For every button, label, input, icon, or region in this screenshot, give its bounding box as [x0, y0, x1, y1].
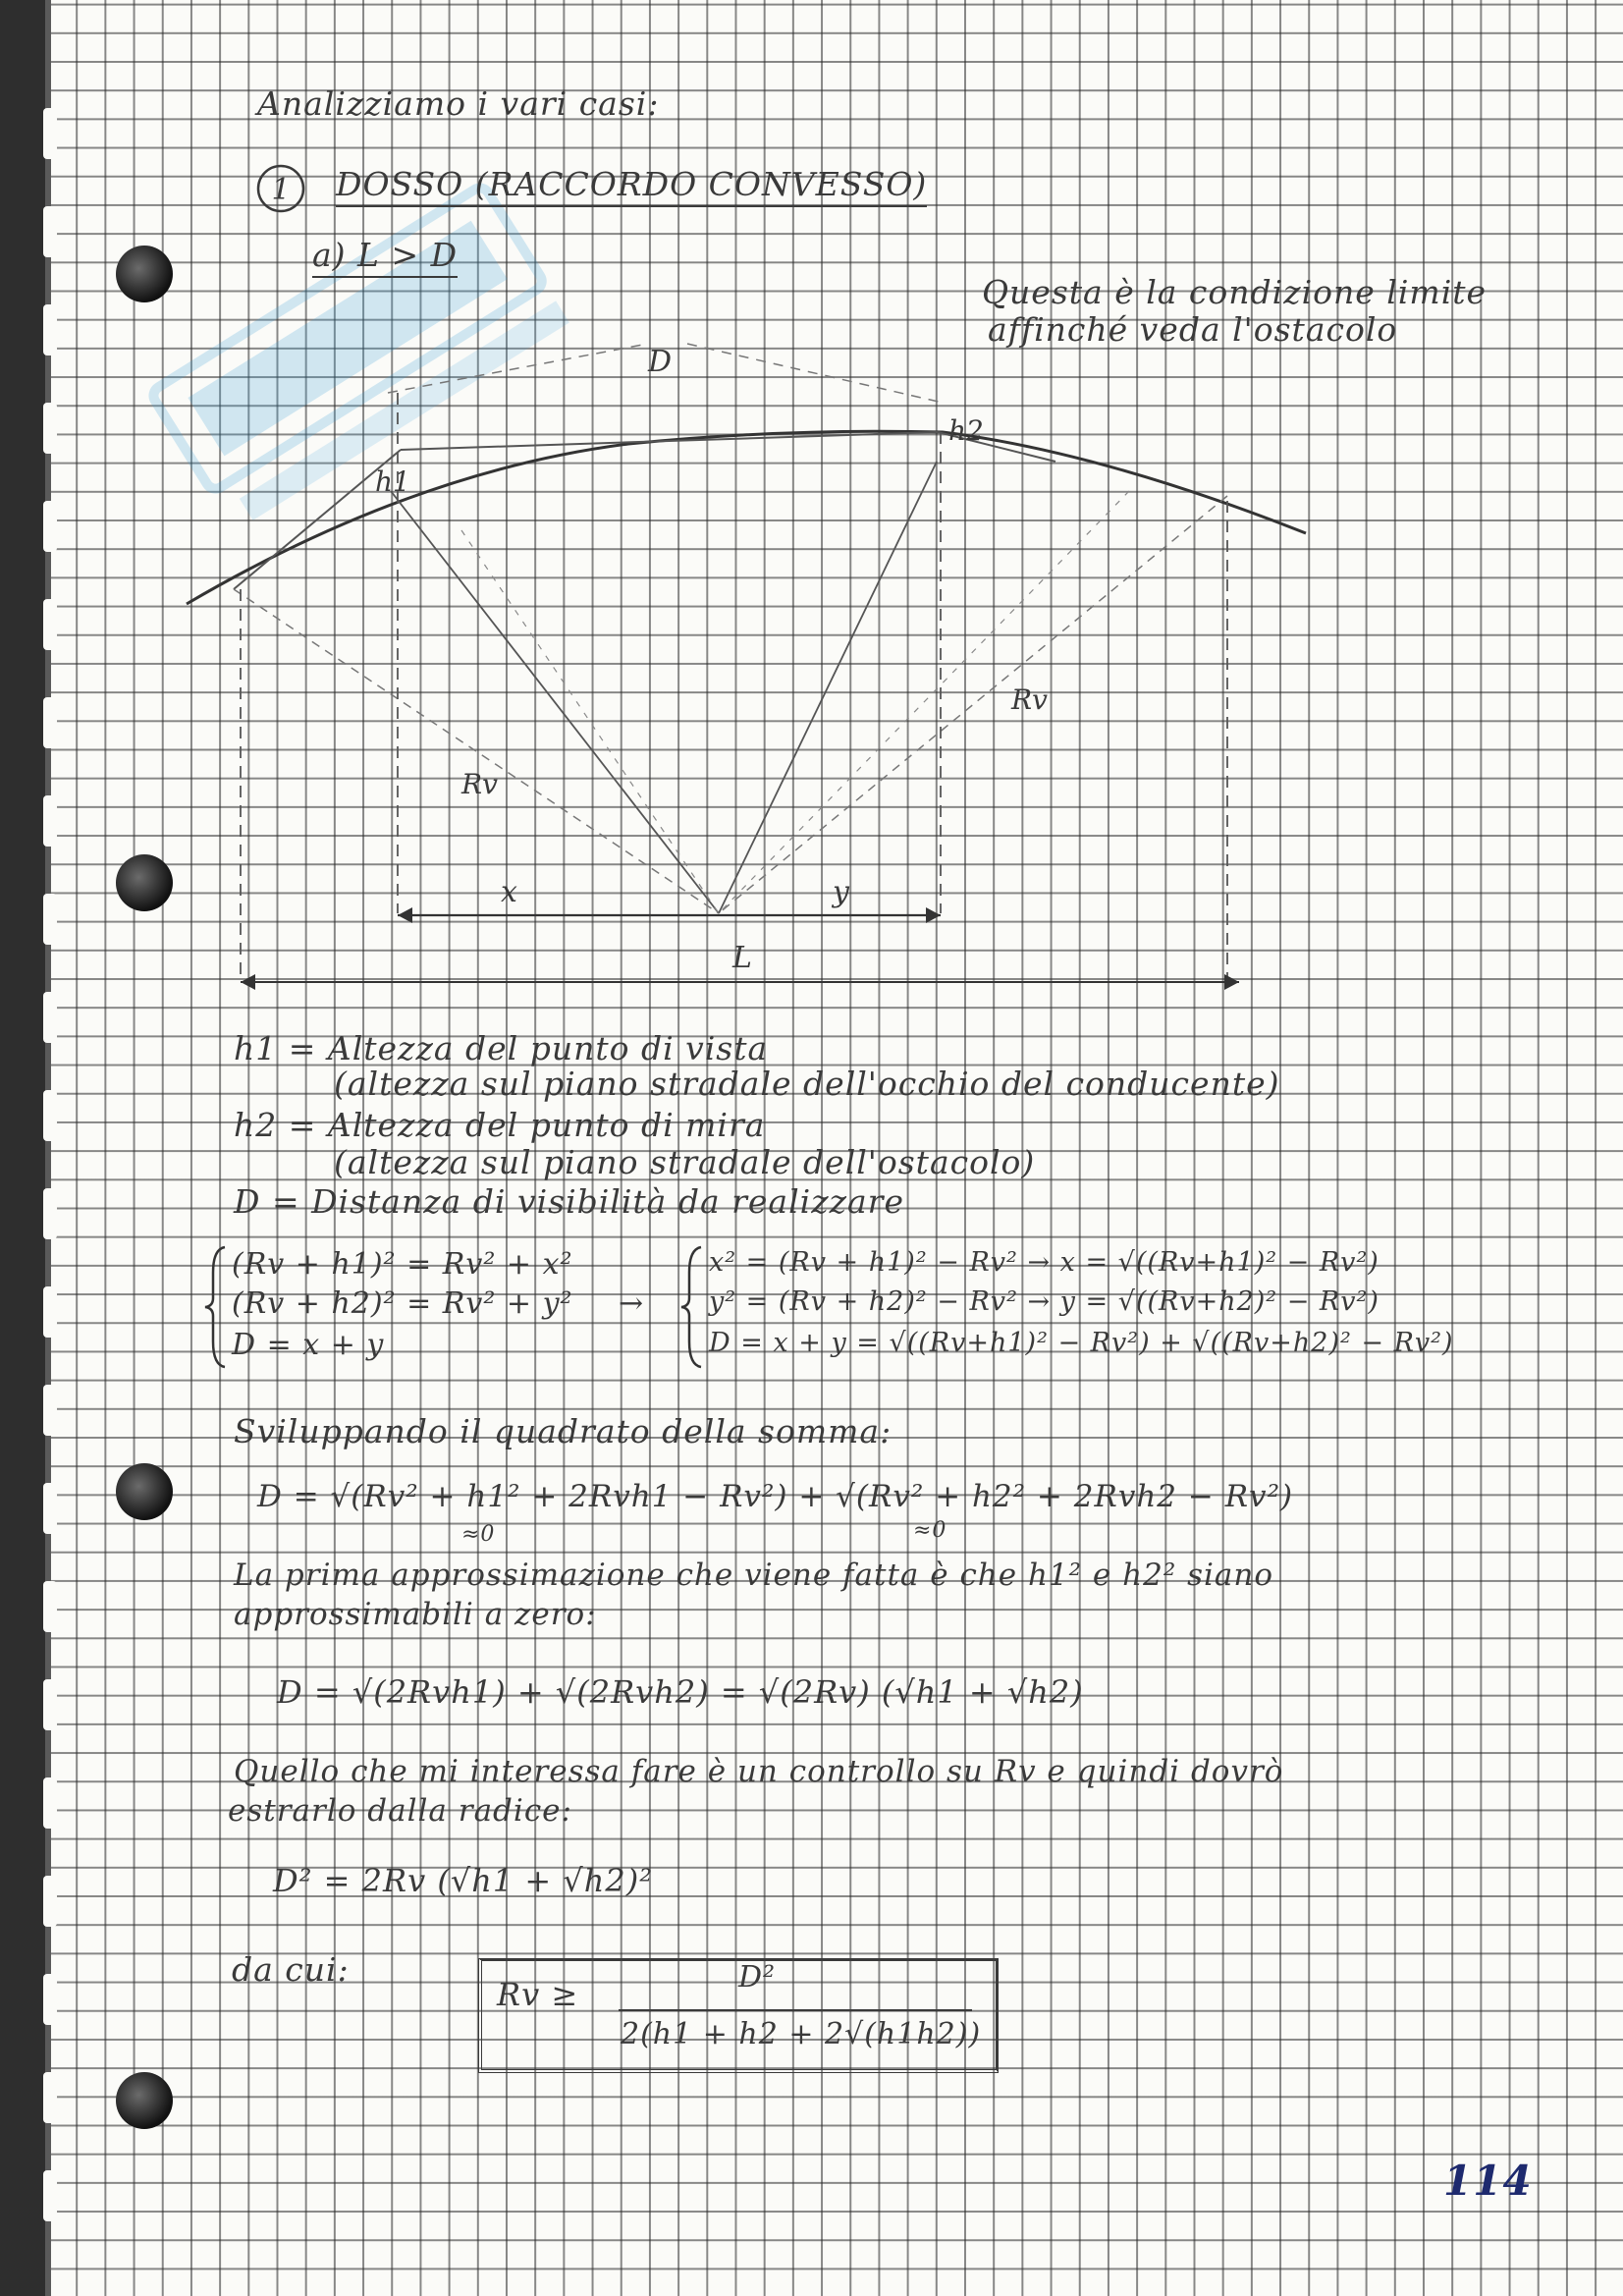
- punch-hole: [116, 1463, 173, 1520]
- label-h1: h1: [375, 465, 410, 498]
- expanded-equation: D = √(Rv² + h1² + 2Rvh1 − Rv²) + √(Rv² + h2² + 2Rvh2 − Rv²): [257, 1479, 1294, 1514]
- road-profile-curve: [187, 431, 1306, 604]
- label-D: D: [648, 345, 673, 379]
- label-y: y: [833, 875, 849, 909]
- radius-top-dashed-a: [461, 530, 719, 913]
- arrowhead-L-right: [1224, 974, 1239, 990]
- fraction-bar: [619, 2009, 972, 2011]
- subcase-label: a) L > D: [312, 236, 458, 278]
- spiral-ring: [43, 2170, 57, 2221]
- spiral-ring: [43, 1581, 57, 1632]
- system-arrow: →: [619, 1286, 645, 1321]
- spiral-ring: [43, 1876, 57, 1927]
- approx-zero-h2: ≈0: [913, 1518, 947, 1543]
- spiral-ring: [43, 1385, 57, 1436]
- label-L: L: [732, 941, 752, 975]
- case-number: 1: [271, 173, 291, 207]
- convex-curve-diagram: [0, 0, 1623, 1011]
- control-text-line1: Quello che mi interessa fare è un controllo su Rv e quindi dovrò: [234, 1754, 1284, 1789]
- radius-left: [391, 491, 719, 913]
- definition-h1-detail: (altezza sul piano stradale dell'occhio del conducente): [334, 1065, 1280, 1103]
- spiral-ring: [43, 1483, 57, 1534]
- spiral-ring: [43, 2072, 57, 2123]
- system-right-eq1: x² = (Rv + h1)² − Rv² → x = √((Rv+h1)² − Rv²): [709, 1247, 1380, 1278]
- heading: Analizziamo i vari casi:: [257, 84, 660, 123]
- case-title: DOSSO (RACCORDO CONVESSO): [336, 165, 927, 207]
- system-right-eq2: y² = (Rv + h2)² − Rv² → y = √((Rv+h2)² − Rv²): [709, 1286, 1380, 1317]
- spiral-ring: [43, 1974, 57, 2025]
- spiral-ring: [43, 1286, 57, 1338]
- definition-h2-detail: (altezza sul piano stradale dell'ostacolo): [334, 1143, 1036, 1181]
- label-Rv-right: Rv: [1011, 683, 1048, 716]
- system-left-eq2: (Rv + h2)² = Rv² + y²: [232, 1286, 573, 1321]
- system-left-eq3: D = x + y: [232, 1328, 385, 1362]
- expand-text: Sviluppando il quadrato della somma:: [234, 1412, 893, 1450]
- control-text-line2: estrarlo dalla radice:: [228, 1793, 572, 1829]
- final-lhs: Rv ≥: [497, 1976, 579, 2013]
- dimension-D-right: [687, 344, 943, 403]
- da-cui-label: da cui:: [232, 1950, 350, 1989]
- system-right-eq3: D = x + y = √((Rv+h1)² − Rv²) + √((Rv+h2)² − Rv²): [709, 1328, 1454, 1358]
- punch-hole: [116, 854, 173, 911]
- radius-top-dashed-b: [719, 491, 1129, 913]
- approx-equation: D = √(2Rvh1) + √(2Rvh2) = √(2Rv) (√h1 + √h2): [277, 1673, 1084, 1711]
- limit-note-line2: affinché veda l'ostacolo: [988, 310, 1398, 349]
- label-x: x: [501, 875, 517, 909]
- system-left-eq1: (Rv + h1)² = Rv² + x²: [232, 1247, 573, 1282]
- limit-note-line1: Questa è la condizione limite: [982, 273, 1488, 311]
- punch-hole: [116, 246, 173, 302]
- left-brace: [201, 1243, 231, 1371]
- spiral-ring: [43, 1777, 57, 1829]
- spiral-ring: [43, 1188, 57, 1239]
- spiral-ring: [43, 1679, 57, 1730]
- definition-D: D = Distanza di visibilità da realizzare: [234, 1182, 904, 1221]
- definition-h2: h2 = Altezza del punto di mira: [234, 1106, 766, 1144]
- page-number: 114: [1443, 2157, 1533, 2205]
- approx-zero-h1: ≈0: [461, 1522, 496, 1547]
- right-brace: [677, 1243, 707, 1371]
- dimension-D-left: [388, 344, 648, 393]
- radius-right: [719, 462, 937, 913]
- label-Rv-left: Rv: [461, 768, 498, 800]
- final-numerator: D²: [738, 1960, 777, 1995]
- arrowhead-L-left: [241, 974, 255, 990]
- squared-equation: D² = 2Rv (√h1 + √h2)²: [273, 1862, 654, 1899]
- radius-right-dashed: [719, 496, 1227, 913]
- radius-left-dashed: [234, 589, 719, 913]
- label-h2: h2: [948, 414, 984, 447]
- approx-text-line2: approssimabili a zero:: [234, 1597, 597, 1632]
- approx-text-line1: La prima approssimazione che viene fatta è che h1² e h2² siano: [234, 1558, 1274, 1593]
- final-denominator: 2(h1 + h2 + 2√(h1h2)): [621, 2017, 982, 2051]
- punch-hole: [116, 2072, 173, 2129]
- spiral-ring: [43, 1090, 57, 1141]
- definition-h1: h1 = Altezza del punto di vista: [234, 1029, 769, 1067]
- arrowhead-right: [926, 907, 941, 923]
- sight-line: [401, 432, 938, 450]
- arrowhead-left: [398, 907, 412, 923]
